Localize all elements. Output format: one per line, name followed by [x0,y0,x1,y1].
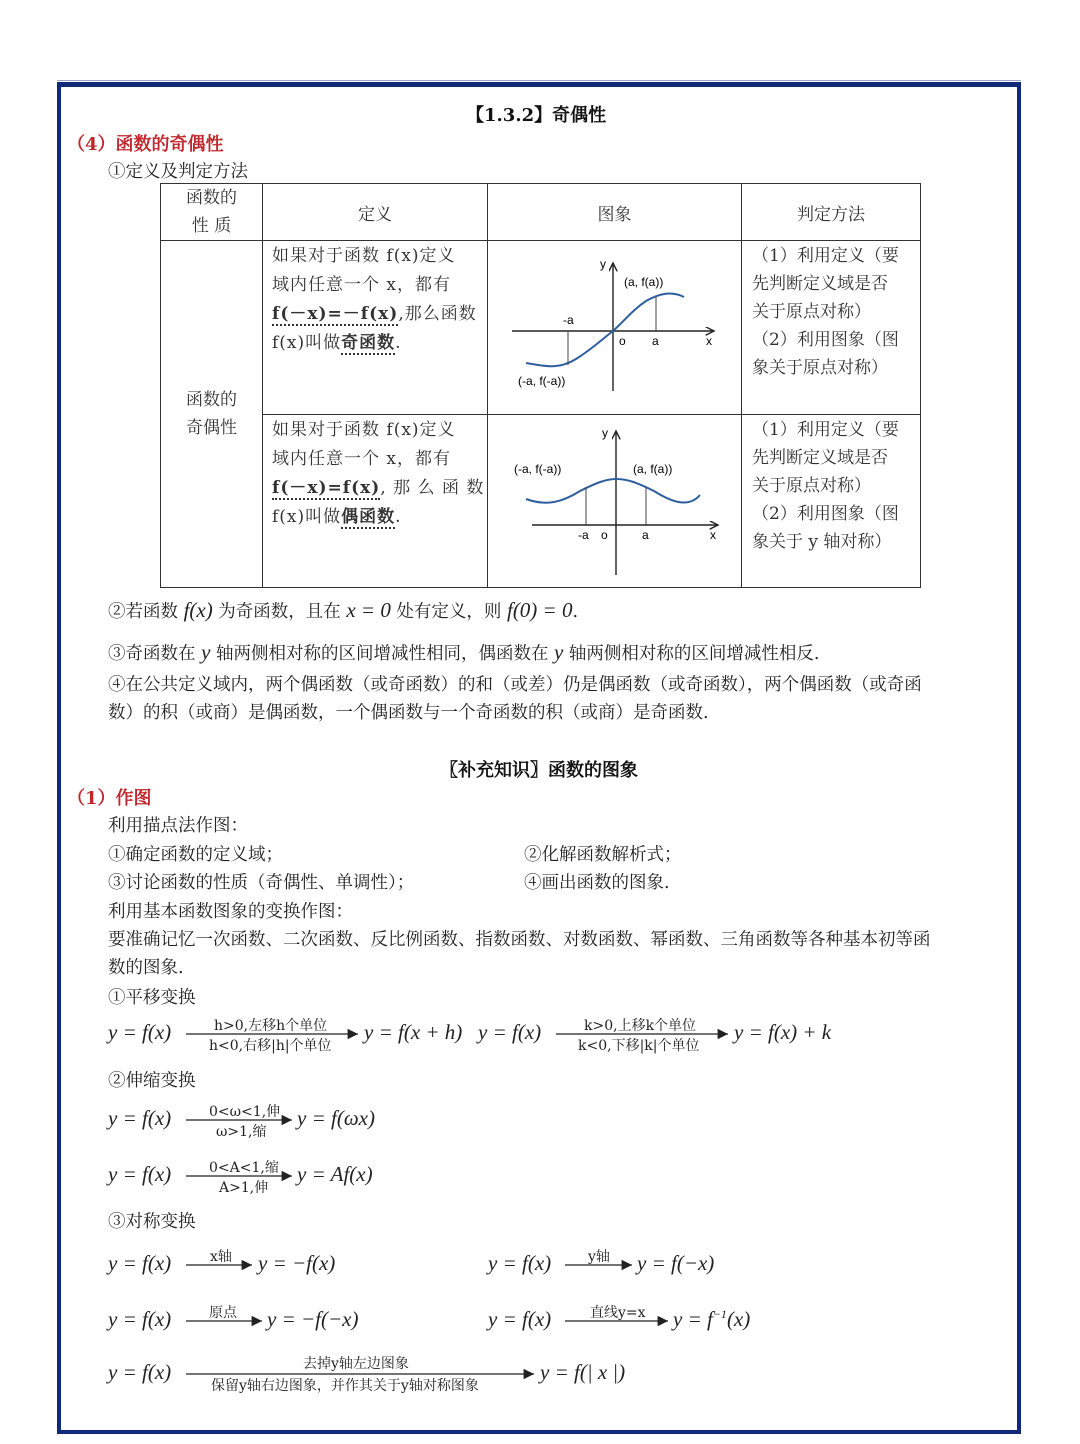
even-label-y: y [602,426,608,440]
even-def-equation: f(－x)=f(x) [272,478,381,498]
p3-b: 轴两侧相对称的区间增减性相同，偶函数在 [210,644,555,664]
even-judge-line3: 关于原点对称） [752,476,871,496]
sum-product-note-line2: 数）的积（或商）是偶函数，一个偶函数与一个奇函数的积（或商）是奇函数. [108,703,709,723]
y4-left: y = f(x) [488,1307,552,1331]
even-def-period: . [395,507,402,527]
y2-left: y = f(x) [488,1251,552,1275]
s1-left: y = f(x) [108,1106,172,1130]
y1-left: y = f(x) [108,1251,172,1275]
even-def-line1: 如果对于函数 f(x)定义 [272,420,456,440]
p2-b: 为奇函数，且在 [212,602,347,622]
header-definition: 定义 [263,184,488,241]
subheading-definition: ①定义及判定方法 [108,162,248,182]
odd-label-point-a: (a, f(a)) [624,275,664,289]
s1-right: y = f(ωx) [297,1106,375,1130]
p2-fx: f(x) [183,598,213,622]
odd-judge-line3: 关于原点对称） [752,302,871,322]
t2-right: y = f(x) + k [734,1020,832,1044]
y5-left: y = f(x) [108,1360,172,1384]
even-judge-line5: 象关于 y 轴对称） [752,532,892,552]
y4-right-tail: (x) [726,1307,751,1331]
header-property-line2: 性 质 [191,216,232,236]
odd-def-line2: 域内任意一个 x，都有 [272,275,451,295]
plot-step-4: ④画出函数的图象. [524,873,670,893]
p3-y1: y [201,640,211,664]
y5-bot: 保留y轴右边图象，并作其关于y轴对称图象 [211,1378,479,1394]
odd-def-line1: 如果对于函数 f(x)定义 [272,246,456,266]
s2-right: y = Af(x) [297,1162,373,1186]
p2-a: ②若函数 [108,602,184,622]
odd-def-equation: f(－x)=－f(x) [272,304,399,324]
odd-label-a: a [652,334,659,348]
odd-judge-line4: （2）利用图象（图 [752,330,899,350]
even-label-neg-a: -a [578,528,589,542]
even-label-point-a: (a, f(a)) [633,462,673,476]
even-label-x: x [710,528,716,542]
t1-right: y = f(x + h) [364,1020,463,1044]
t1-top: h>0,左移h个单位 [214,1018,328,1034]
t2-bot: k<0,下移|k|个单位 [578,1038,700,1054]
even-function-term: 偶函数 [341,507,396,527]
p2-end: . [572,602,579,622]
p2-f0: f(0) = 0 [506,598,573,622]
odd-judge-line5: 象关于原点对称） [752,358,888,378]
odd-judge-line2: 先判断定义域是否 [752,274,888,294]
y1-right: y = −f(x) [258,1251,336,1275]
odd-judge-line1: （1）利用定义（要 [752,246,899,266]
even-judge-line1: （1）利用定义（要 [752,420,899,440]
heading-parity: （4）函数的奇偶性 [67,134,224,155]
header-judgement: 判定方法 [742,184,921,241]
odd-label-y: y [600,257,606,271]
even-label-a: a [642,528,649,542]
even-label-origin: o [601,528,608,542]
p3-a: ③奇函数在 [108,644,202,664]
symmetry-label: ③对称变换 [108,1212,196,1232]
y4-right [673,1307,750,1332]
odd-label-neg-a: -a [563,313,574,327]
odd-label-x: x [706,334,712,348]
s2-left: y = f(x) [108,1162,172,1186]
supplement-title: 〖补充知识〗函数的图象 [440,760,638,781]
translate-label: ①平移变换 [108,988,196,1008]
odd-function-term: 奇函数 [341,333,396,353]
plot-step-3: ③讨论函数的性质（奇偶性、单调性）； [108,873,415,893]
p2-d: 处有定义，则 [390,602,507,622]
property-line2: 奇偶性 [186,418,237,438]
plot-note-line1: 要准确记忆一次函数、二次函数、反比例函数、指数函数、对数函数、幂函数、三角函数等各种基本初等函 [108,930,931,950]
plot-step-2: ②化解函数解析式； [524,845,682,865]
plot-step-1: ①确定函数的定义域； [108,845,283,865]
even-def-last: f(x)叫做 [272,507,342,527]
y3-right: y = −f(−x) [267,1307,359,1331]
even-judge-line2: 先判断定义域是否 [752,448,888,468]
y2-top: y轴 [588,1249,610,1265]
even-label-point-neg-a: (-a, f(-a)) [514,462,562,476]
plot-method-2: 利用基本函数图象的变换作图： [108,902,353,922]
heading-plotting: （1）作图 [67,788,152,809]
y4-right-f: y = f [673,1307,713,1331]
even-def-line2: 域内任意一个 x，都有 [272,449,451,469]
section-title: 【1.3.2】奇偶性 [466,105,607,126]
t2-top: k>0,上移k个单位 [584,1018,697,1034]
t1-left: y = f(x) [108,1020,172,1044]
y3-top: 原点 [209,1305,237,1321]
odd-label-origin: o [619,334,626,348]
odd-def-period: . [395,333,402,353]
s2-bot: A>1,伸 [219,1180,269,1196]
header-property-line1: 函数的 [186,188,237,208]
y5-right: y = f(| x |) [540,1360,626,1384]
even-judge-line4: （2）利用图象（图 [752,504,899,524]
odd-label-point-neg-a: (-a, f(-a)) [518,374,566,388]
odd-def-last: f(x)叫做 [272,333,342,353]
sum-product-note-line1: ④在公共定义域内，两个偶函数（或奇函数）的和（或差）仍是偶函数（或奇函数），两个偶函数（或奇函 [108,675,922,695]
s1-top: 0<ω<1,伸 [209,1104,281,1120]
even-def-tail: , 那 么 函 数 [380,478,485,498]
p3-y2: y [554,640,564,664]
y3-left: y = f(x) [108,1307,172,1331]
stretch-label: ②伸缩变换 [108,1071,196,1091]
y1-top: x轴 [210,1249,232,1265]
plot-note-line2: 数的图象. [108,958,184,978]
property-line1: 函数的 [186,390,237,410]
y4-top: 直线y=x [590,1305,646,1321]
y5-top: 去掉y轴左边图象 [303,1356,409,1372]
t1-bot: h<0,右移|h|个单位 [209,1038,332,1054]
p2-x0: x = 0 [346,598,391,622]
plot-method-1: 利用描点法作图： [108,816,248,836]
t2-left: y = f(x) [478,1020,542,1044]
odd-def-tail: ,那么函数 [398,304,477,324]
s1-bot: ω>1,缩 [216,1124,267,1140]
s2-top: 0<A<1,缩 [209,1160,279,1176]
p3-c: 轴两侧相对称的区间增减性相反. [563,644,820,664]
y2-right: y = f(−x) [637,1251,715,1275]
y4-right-sup: −1 [712,1307,727,1321]
header-graph: 图象 [488,184,742,241]
